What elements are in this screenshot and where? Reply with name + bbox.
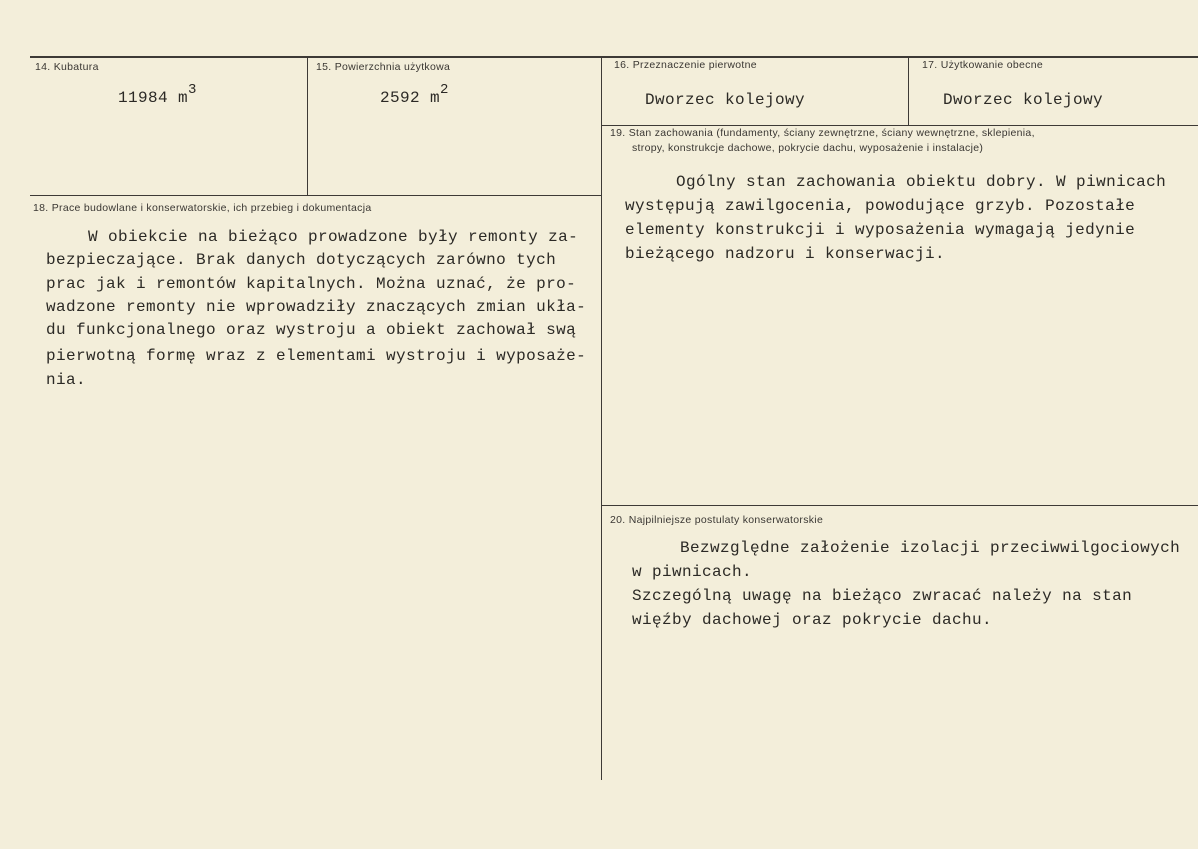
prace-line: pierwotną formę wraz z elementami wystroju i wyposaże- — [46, 347, 587, 365]
value-przeznaczenie: Dworzec kolejowy — [645, 91, 806, 109]
stan-line: bieżącego nadzoru i konserwacji. — [625, 245, 946, 263]
label-uzytkowanie: 17. Użytkowanie obecne — [922, 59, 1044, 71]
label-stan-zachowania-cont: stropy, konstrukcje dachowe, pokrycie dachu, wyposażenie i instalacje) — [632, 142, 984, 154]
stan-line: występują zawilgocenia, powodujące grzyb. Pozostałe — [625, 197, 1136, 215]
value-kubatura — [118, 82, 197, 109]
prace-line: W obiekcie na bieżąco prowadzone były remonty za- — [88, 228, 579, 246]
prace-line: wadzone remonty nie wprowadziły znaczących zmian ukła- — [46, 298, 587, 316]
label-prace-budowlane: 18. Prace budowlane i konserwatorskie, ich przebieg i dokumentacja — [33, 202, 372, 214]
divider-16-17 — [908, 57, 909, 125]
postulaty-line: Szczególną uwagę na bieżąco zwracać należy na stan — [632, 587, 1133, 605]
prace-line: prac jak i remontów kapitalnych. Można uznać, że pro- — [46, 275, 577, 293]
postulaty-line: Bezwzględne założenie izolacji przeciwwilgociowych — [680, 539, 1181, 557]
powierzchnia-number: 2592 — [380, 89, 421, 107]
stan-line: elementy konstrukcji i wyposażenia wymagają jedynie — [625, 221, 1136, 239]
prace-line: du funkcjonalnego oraz wystroju a obiekt zachował swą — [46, 321, 577, 339]
prace-line: nia. — [46, 371, 87, 389]
divider-main-vertical — [601, 57, 602, 780]
divider-14-15 — [307, 57, 308, 196]
kubatura-unit: m — [178, 89, 189, 107]
value-powierzchnia — [380, 82, 449, 109]
label-przeznaczenie: 16. Przeznaczenie pierwotne — [614, 59, 757, 71]
postulaty-line: w piwnicach. — [632, 563, 753, 581]
powierzchnia-unit: m — [430, 89, 441, 107]
prace-line: bezpieczające. Brak danych dotyczących zarówno tych — [46, 251, 557, 269]
kubatura-number: 11984 — [118, 89, 169, 107]
stan-line: Ogólny stan zachowania obiektu dobry. W piwnicach — [676, 173, 1167, 191]
postulaty-line: więźby dachowej oraz pokrycie dachu. — [632, 611, 993, 629]
label-powierzchnia: 15. Powierzchnia użytkowa — [316, 61, 451, 73]
rule-above-18 — [30, 195, 602, 196]
value-uzytkowanie: Dworzec kolejowy — [943, 91, 1104, 109]
kubatura-exponent: 3 — [188, 82, 197, 98]
label-stan-zachowania: 19. Stan zachowania (fundamenty, ściany zewnętrzne, ściany wewnętrzne, sklepienia, — [610, 127, 1035, 139]
label-kubatura: 14. Kubatura — [35, 61, 99, 73]
top-rule — [30, 56, 1198, 58]
powierzchnia-exponent: 2 — [440, 82, 449, 98]
rule-above-19 — [601, 125, 1198, 126]
label-postulaty: 20. Najpilniejsze postulaty konserwatorskie — [610, 514, 824, 526]
rule-above-20 — [601, 505, 1198, 506]
